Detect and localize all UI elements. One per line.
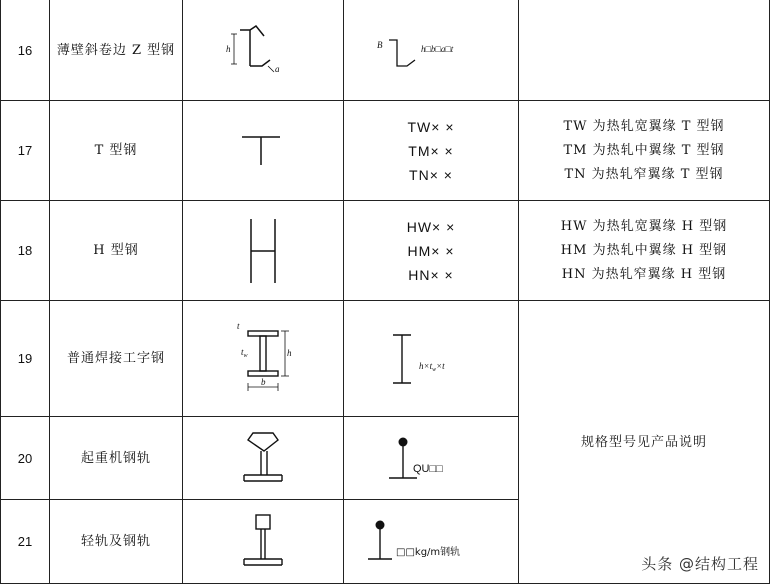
rail-code-text: □□kg/m钢轨 [396,546,461,558]
code-cell [344,101,519,201]
i-tw-label: $t_w$ [241,346,248,359]
i-h-label: h [287,347,292,358]
section-drawing-cell [183,301,344,417]
code-line: HN× × [408,266,454,283]
i-code-drawing [371,329,491,389]
z-bottom-flange [250,60,270,66]
merged-note-cell: 规格型号见产品说明 [519,301,770,584]
code-cell [344,201,519,301]
note-line: HM 为热轧中翼缘 H 型钢 [560,242,728,258]
crane-rail-drawing [240,431,286,485]
note-cell [519,201,770,301]
h-label: h [226,44,231,54]
code-line: HW× × [406,218,456,235]
i-b-label: b [261,376,266,387]
z-code-dims: h□b□a□t [421,44,454,54]
section-name: 薄壁斜卷边 Z 型钢 [50,0,183,101]
table-row [1,201,770,301]
section-drawing-cell [183,417,344,500]
t-section-drawing [238,135,288,167]
note-cell [519,0,770,101]
rail-code-drawing [366,517,496,567]
b-label: B [377,40,383,50]
code-line: TW× × [407,118,455,135]
code-line: TN× × [409,166,453,183]
section-drawing-cell [183,201,344,301]
row-number: 17 [1,101,50,201]
section-name: H 型钢 [50,201,183,301]
z-top-flange [240,26,264,36]
light-rail-drawing [240,513,286,571]
section-name: 轻轨及钢轨 [50,500,183,584]
code-cell [344,0,519,101]
code-cell [344,417,519,500]
row-number: 20 [1,417,50,500]
welded-i-section-drawing [223,321,303,397]
section-name: 起重机钢轨 [50,417,183,500]
row-number: 21 [1,500,50,584]
note-line: TM 为热轧中翼缘 T 型钢 [563,142,725,158]
section-name: T 型钢 [50,101,183,201]
a-label: a [275,64,280,74]
row-number: 19 [1,301,50,417]
note-line: TN 为热轧窄翼缘 T 型钢 [564,166,724,182]
i-code-dims: $h\times t_w\times t$ [419,360,445,373]
section-drawing-cell [183,0,344,101]
code-cell [344,301,519,417]
note-list [519,215,769,287]
section-drawing-cell [183,101,344,201]
h-section-drawing [248,217,278,285]
note-line: HW 为热轧宽翼缘 H 型钢 [560,218,728,234]
code-list [344,115,518,187]
section-drawing-cell [183,500,344,584]
i-t-label: t [237,320,240,331]
watermark: 头条 @结构工程 [641,555,759,573]
note-cell [519,101,770,201]
row-number: 16 [1,0,50,101]
code-list [344,215,518,287]
table-row [1,0,770,101]
table-row [1,101,770,201]
note-list [519,115,769,187]
code-line: HM× × [407,242,455,259]
section-name: 普通焊接工字钢 [50,301,183,417]
code-line: TM× × [408,142,454,159]
crane-code-drawing [381,432,481,484]
row-number: 18 [1,201,50,301]
z-code-symbol [389,40,415,66]
note-line: HN 为热轧窄翼缘 H 型钢 [561,266,727,282]
z-code-drawing [371,30,491,70]
z-section-drawing [218,20,308,80]
code-cell [344,500,519,584]
table-row [1,301,770,417]
note-line: TW 为热轧宽翼缘 T 型钢 [563,118,725,134]
crane-code-text: QU□□ [413,463,443,475]
